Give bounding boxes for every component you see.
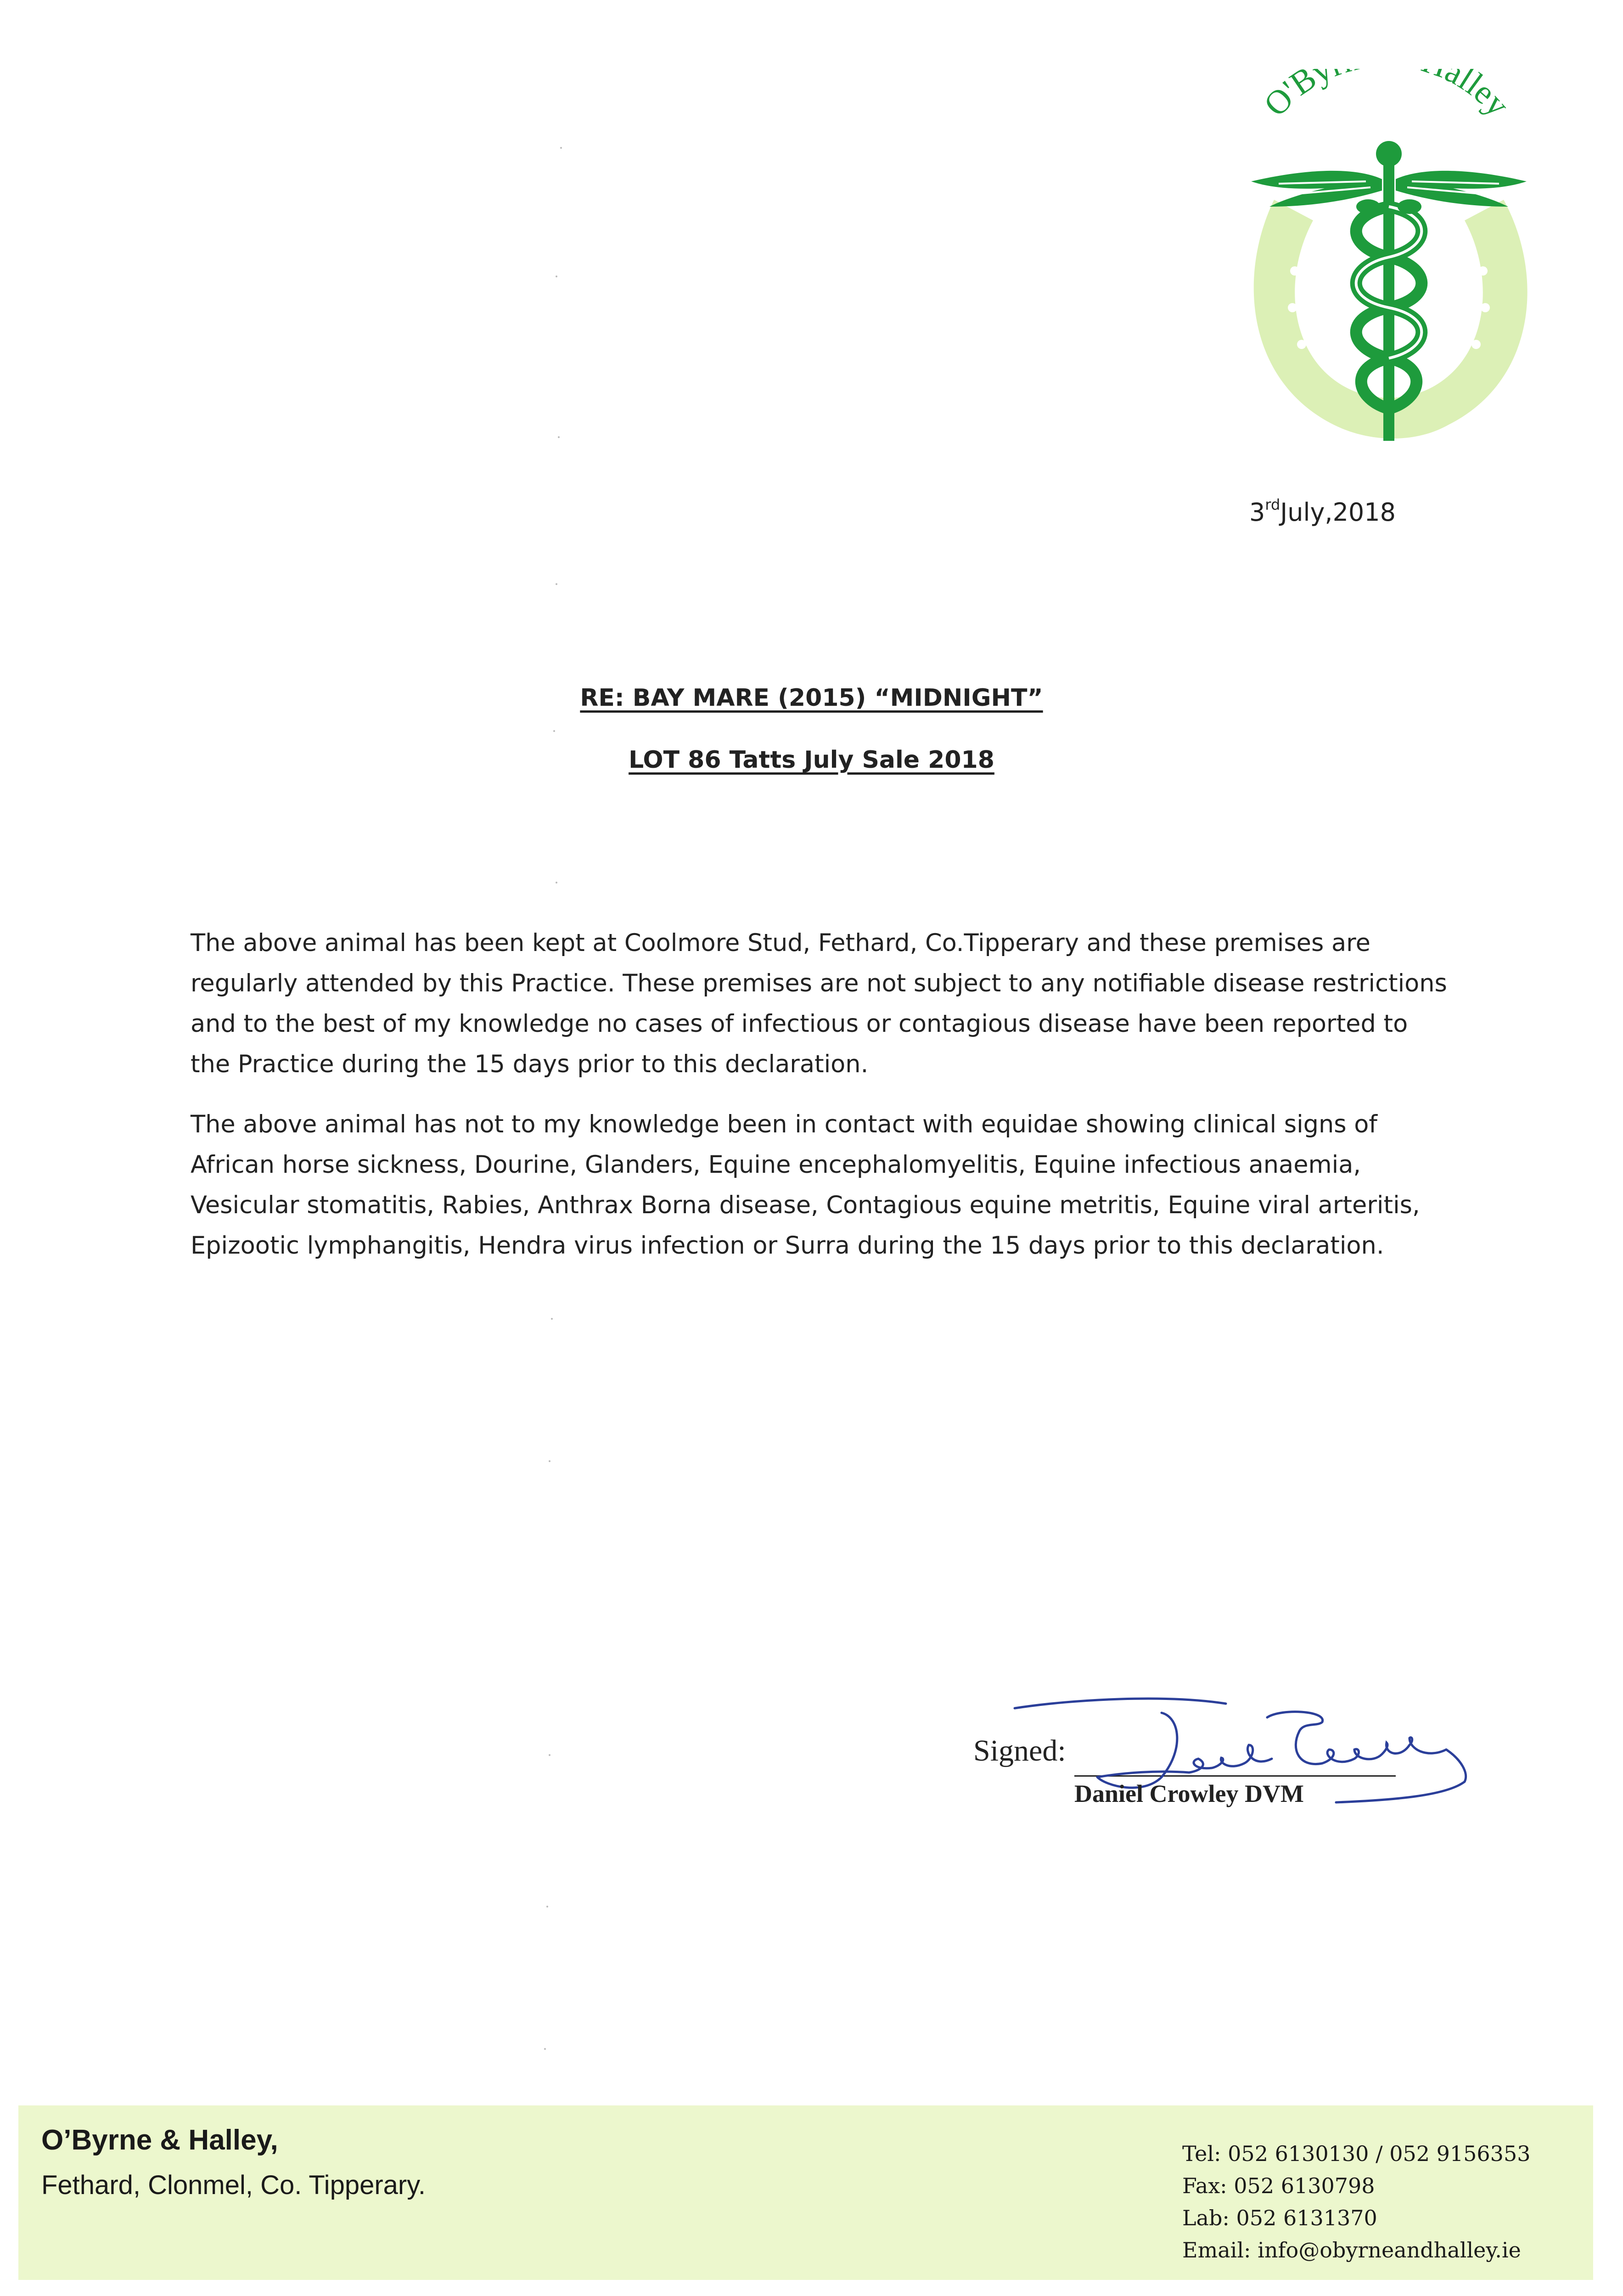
subject-line: RE: BAY MARE (2015) “MIDNIGHT” — [580, 684, 1043, 712]
scan-speck — [556, 276, 557, 277]
scan-speck — [549, 1754, 550, 1756]
scan-speck — [553, 730, 555, 732]
caduceus-horseshoe-icon — [1219, 69, 1550, 450]
footer-tel: Tel: 052 6130130 / 052 9156353 — [1182, 2141, 1531, 2166]
scan-speck — [551, 1318, 553, 1320]
scan-speck — [546, 1906, 548, 1908]
scan-speck — [560, 147, 562, 149]
scan-speck — [556, 583, 557, 585]
footer-lab: Lab: 052 6131370 — [1182, 2206, 1377, 2230]
footer-contact — [1182, 2138, 1530, 2266]
scan-speck — [544, 2048, 546, 2050]
footer-firm-name: O’Byrne & Halley, — [41, 2124, 278, 2156]
scan-speck — [558, 436, 560, 438]
date-rest: July,2018 — [1280, 498, 1396, 527]
body-paragraph-2: The above animal has not to my knowledge been in contact with equidae showing clinical signs of African horse sickness, Dourine, Glanders, Equine encephalomyelitis, Equine infectious anaemia, Vesicular stomatitis, Rabies, Anthrax Borna disease, Contagious equine metritis, Equine viral arteritis, Epizootic lymphangitis, Hendra virus infection or Surra during the 15 days prior to this declaration. — [191, 1110, 1420, 1260]
scan-speck — [556, 882, 557, 884]
scan-speck — [549, 1460, 550, 1462]
footer-address: Fethard, Clonmel, Co. Tipperary. — [41, 2170, 426, 2200]
letterhead-footer — [18, 2105, 1593, 2280]
body-paragraph-1: The above animal has been kept at Coolmore Stud, Fethard, Co.Tipperary and these premises are regularly attended by this Practice. These premises are not subject to any notifiable disease restrictions and to the best of my knowledge no cases of infectious or contagious disease have been reported to the Practice during the 15 days prior to this declaration. — [191, 929, 1447, 1078]
letter-date — [1166, 496, 1396, 527]
logo-arc-text: O'By alley — [1257, 69, 1517, 124]
date-day: 3 — [1249, 498, 1265, 527]
footer-email: Email: info@obyrneandhalley.ie — [1182, 2238, 1521, 2262]
practice-logo — [1219, 69, 1550, 450]
signer-name: Daniel Crowley DVM — [1074, 1780, 1304, 1807]
date-suffix: rd — [1265, 496, 1280, 513]
signed-label: Signed: — [973, 1734, 1066, 1767]
footer-fax: Fax: 052 6130798 — [1182, 2173, 1375, 2198]
lot-line: LOT 86 Tatts July Sale 2018 — [629, 746, 994, 774]
